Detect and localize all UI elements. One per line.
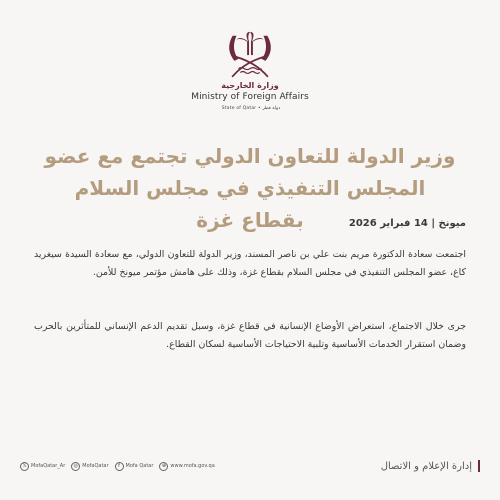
article-headline: وزير الدولة للتعاون الدولي تجتمع مع عضو المجلس التنفيذي في مجلس السلام بقطاع غزة [44, 144, 456, 232]
social-link-website[interactable] [159, 462, 214, 471]
article-paragraph-2: جرى خلال الاجتماع، استعراض الأوضاع الإنسانية في قطاع غزة، وسبل تقديم الدعم الإنساني للمتأثرين بالحرب وضمان استقرار الخدمات الأساسية وتلبية الاحتياجات الأساسية لسكان القطاع. [34, 321, 466, 350]
instagram-icon: ◎ [71, 462, 80, 471]
department-divider [478, 460, 480, 472]
social-handle: MofaQatar [82, 463, 109, 469]
ministry-name-english: Ministry of Foreign Affairs [191, 92, 309, 102]
social-handle: Mofa Qatar [125, 463, 154, 469]
article-paragraph-1: اجتمعت سعادة الدكتورة مريم بنت علي بن ناصر المسند، وزير الدولة للتعاون الدولي، مع سعادة السيدة سيغريد كاغ، عضو المجلس التنفيذي في مجلس السلام بقطاع غزة، وذلك على هامش مؤتمر ميونخ للأمن. [34, 249, 466, 278]
state-line: State of Qatar • دولة قطر [221, 106, 281, 111]
social-link-x[interactable] [20, 462, 65, 471]
ministry-emblem [0, 28, 500, 86]
social-links [20, 462, 215, 471]
social-handle: www.mofa.gov.qa [170, 463, 215, 469]
footer [20, 458, 480, 474]
social-handle: MofaQatar_Ar [31, 463, 66, 469]
social-link-facebook[interactable] [115, 462, 154, 471]
department-name: إدارة الإعلام و الاتصال [380, 460, 472, 472]
web-icon: ⊕ [159, 462, 168, 471]
social-link-instagram[interactable] [71, 462, 108, 471]
x-icon: 𝕏 [20, 462, 29, 471]
department-label-group [381, 460, 480, 472]
ministry-name-arabic: وزارة الخارجية [221, 81, 279, 90]
qatar-emblem-icon [221, 28, 279, 86]
facebook-icon: f [115, 462, 124, 471]
article-dateline: ميونخ | 14 فبراير 2026 [348, 218, 466, 229]
